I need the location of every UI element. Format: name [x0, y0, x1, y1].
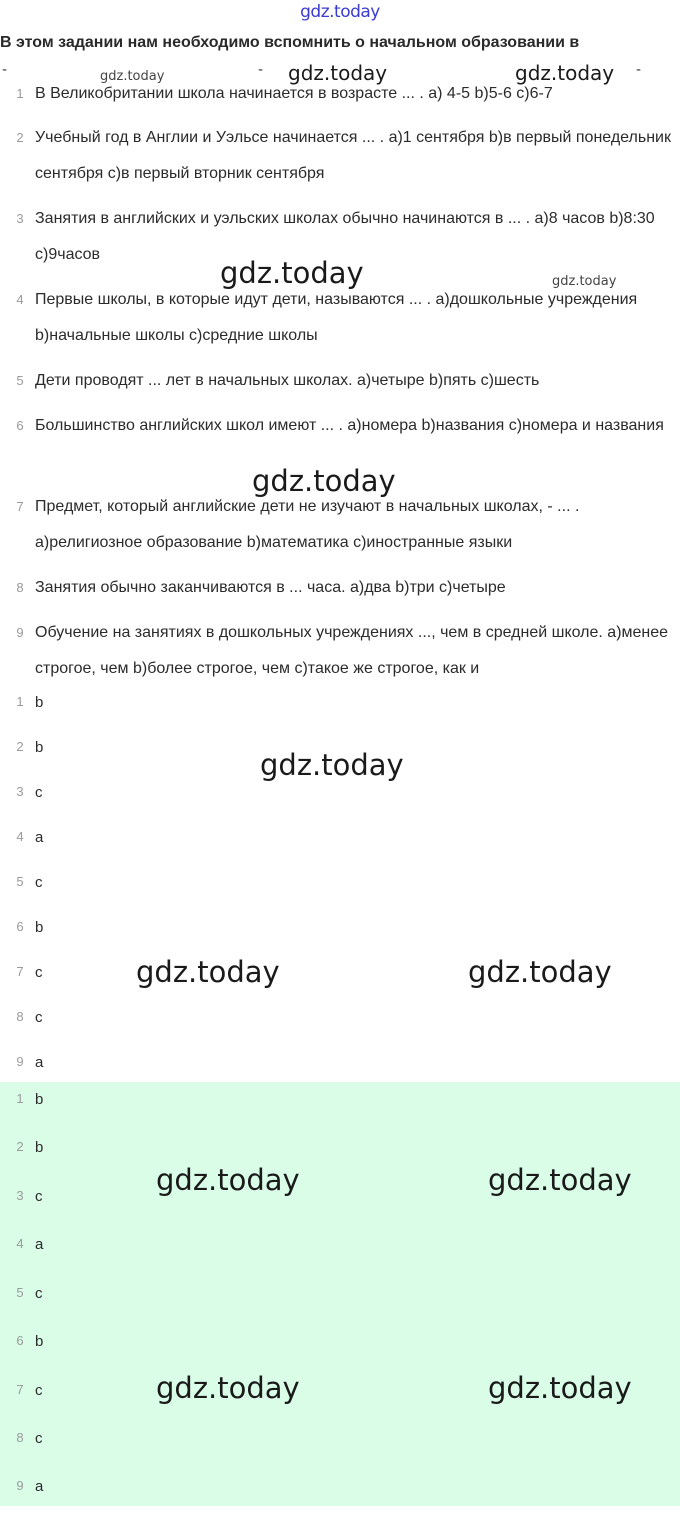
answer-number: 3	[16, 784, 24, 799]
question-item	[0, 489, 680, 561]
answer-value: a	[35, 829, 44, 846]
question-item	[0, 408, 680, 444]
watermark: gdz.today	[260, 748, 404, 782]
answer-number: 5	[16, 1285, 24, 1300]
watermark: gdz.today	[468, 955, 612, 989]
question-item	[0, 363, 680, 399]
answer-number: 8	[16, 1430, 24, 1445]
question-number: 9	[16, 625, 24, 640]
watermark: gdz.today	[488, 1371, 632, 1405]
answer-number: 1	[16, 1091, 24, 1106]
question-text: Дети проводят ... лет в начальных школах. a)четыре b)пять c)шесть	[35, 372, 540, 389]
intro-heading: В этом задании нам необходимо вспомнить о начальном образовании в	[0, 34, 580, 51]
question-text: Предмет, который английские дети не изучают в начальных школах, - ... . a)религиозное образование b)математика c)иностранные языки	[35, 498, 580, 551]
answer-value: c	[35, 1430, 43, 1447]
answer-value: c	[35, 1285, 43, 1302]
question-text: В Великобритании школа начинается в возрасте ... . a) 4-5 b)5-6 c)6-7	[35, 85, 553, 102]
separator-dash: -	[2, 62, 8, 78]
question-item	[0, 76, 680, 112]
answer-number: 5	[16, 874, 24, 889]
question-text: Обучение на занятиях в дошкольных учреждениях ..., чем в средней школе. a)менее строгое, чем b)более строгое, чем c)такое же строгое, как и	[35, 624, 669, 677]
watermark: gdz.today	[288, 61, 388, 85]
answer-number: 1	[16, 694, 24, 709]
answer-value: c	[35, 1382, 43, 1399]
answer-number: 6	[16, 1333, 24, 1348]
answer-number: 9	[16, 1054, 24, 1069]
question-text: Занятия обычно заканчиваются в ... часа. a)два b)три c)четыре	[35, 579, 506, 596]
question-text: Большинство английских школ имеют ... . a)номера b)названия c)номера и названия	[35, 417, 664, 434]
answer-number: 7	[16, 1382, 24, 1397]
question-number: 4	[16, 292, 24, 307]
answer-item	[0, 784, 680, 829]
answer-value: c	[35, 964, 43, 981]
question-text: Занятия в английских и уэльских школах обычно начинаются в ... . a)8 часов b)8:30 c)9часов	[35, 210, 655, 263]
watermark: gdz.today	[552, 274, 617, 289]
answer-number: 2	[16, 1139, 24, 1154]
question-number: 6	[16, 418, 24, 433]
answer-value: b	[35, 1091, 44, 1108]
question-item	[0, 282, 680, 354]
answer-item	[0, 1009, 680, 1054]
answer-item	[0, 1091, 680, 1136]
question-text: Первые школы, в которые идут дети, называются ... . a)дошкольные учреждения b)начальные школы c)средние школы	[35, 291, 638, 344]
question-item	[0, 615, 680, 687]
watermark: gdz.today	[156, 1163, 300, 1197]
question-number: 8	[16, 580, 24, 595]
answer-value: c	[35, 1009, 43, 1026]
answer-value: b	[35, 1139, 44, 1156]
separator-dash: -	[636, 62, 642, 78]
watermark: gdz.today	[156, 1371, 300, 1405]
watermark: gdz.today	[220, 256, 364, 290]
answer-value: b	[35, 739, 44, 756]
watermark: gdz.today	[136, 955, 280, 989]
question-text: Учебный год в Англии и Уэльсе начинается ... . a)1 сентября b)в первый понедельник сентября c)в первый вторник сентября	[35, 129, 671, 182]
answer-number: 4	[16, 1236, 24, 1251]
watermark: gdz.today	[100, 69, 165, 84]
answer-value: b	[35, 694, 44, 711]
answer-value: c	[35, 1188, 43, 1205]
question-number: 2	[16, 130, 24, 145]
answer-item	[0, 694, 680, 739]
answer-item	[0, 1478, 680, 1523]
answer-value: b	[35, 919, 44, 936]
answer-number: 3	[16, 1188, 24, 1203]
answer-number: 2	[16, 739, 24, 754]
answer-number: 7	[16, 964, 24, 979]
answer-value: b	[35, 1333, 44, 1350]
question-item	[0, 120, 680, 192]
answer-number: 8	[16, 1009, 24, 1024]
answer-value: c	[35, 874, 43, 891]
answer-value: a	[35, 1236, 44, 1253]
answer-number: 9	[16, 1478, 24, 1493]
question-item	[0, 570, 680, 606]
watermark: gdz.today	[515, 61, 615, 85]
site-logo[interactable]: gdz.today	[300, 2, 380, 22]
watermark: gdz.today	[252, 464, 396, 498]
answer-number: 6	[16, 919, 24, 934]
separator-dash: -	[258, 62, 264, 78]
answer-item	[0, 874, 680, 919]
answer-item	[0, 1430, 680, 1475]
answer-value: a	[35, 1478, 44, 1495]
answer-item	[0, 1236, 680, 1281]
answer-value: c	[35, 784, 43, 801]
answer-value: a	[35, 1054, 44, 1071]
question-number: 3	[16, 211, 24, 226]
question-number: 5	[16, 373, 24, 388]
answer-item	[0, 1285, 680, 1330]
watermark: gdz.today	[488, 1163, 632, 1197]
answer-number: 4	[16, 829, 24, 844]
question-number: 1	[16, 86, 24, 101]
question-number: 7	[16, 499, 24, 514]
answer-item	[0, 829, 680, 874]
